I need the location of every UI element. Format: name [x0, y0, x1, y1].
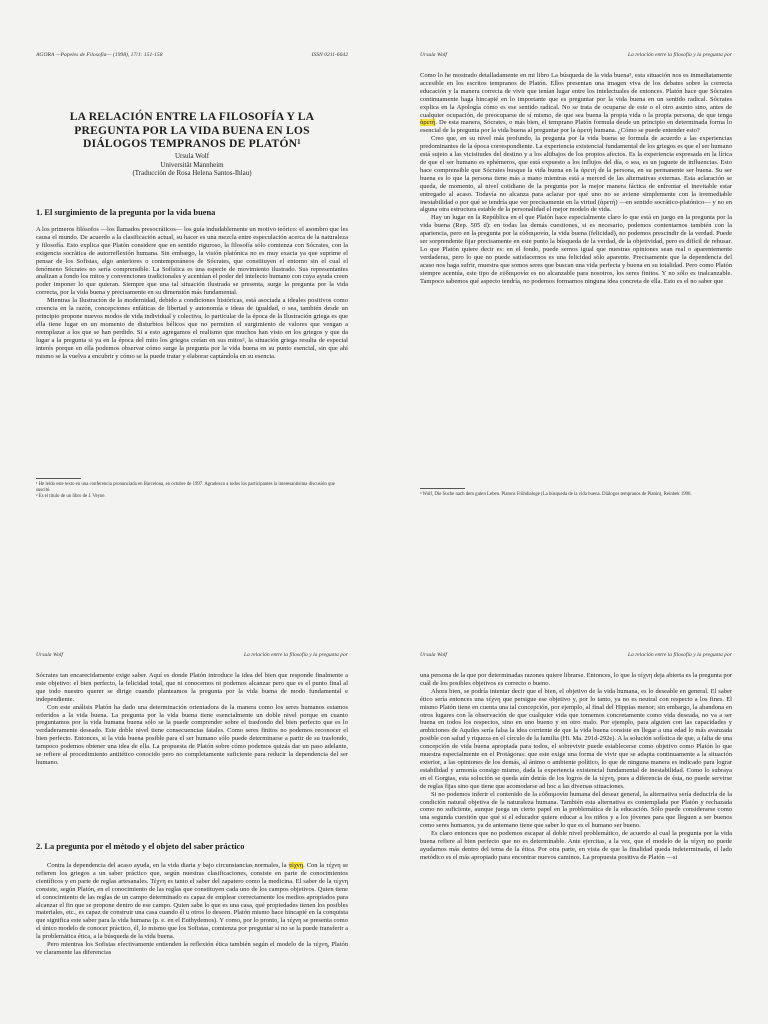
footnote: ¹ He leído este texto en una conferencia pronunciada en Barcelona, en octubre de 1997. Agradezco a todos los participantes la interesantísima discusión que suscitó. [36, 482, 335, 493]
body-text [36, 226, 348, 360]
header-right: La relación entre la filosofía y la pregunta por [627, 52, 732, 58]
running-header [420, 52, 732, 58]
paragraph: Es claro entonces que no podemos escapar al doble nivel problemático, de acuerdo al cual la pregunta por la vida buena refiere al bien perfecto que no es determinable. Ante ejercitas, a la vez, que el modelo de la τέχνη no puede ayudarnos más dentro del tema de la ética. Por otra parte, en vista de que la finalidad queda indeterminada, el lado metódico es el más apropiado para encontrar nuevos caminos. La propuesta positiva de Platón —si [420, 830, 732, 861]
paragraph-text: . De esta manera, Sócrates, o más bien, el temprano Platón formula desde un principio en determinada forma lo esencial de la pregunta por la vida buena al preguntar por la ἀρετή humana. ¿Cómo se puede entender esto? [420, 119, 732, 135]
paragraph: Con este análisis Platón ha dado una determinación orientadora de la manera como los seres humanos estamos referidos a la vida buena. La pregunta por la vida buena tiene esencialmente un doble nivel porque en cuanto preguntamos por la vida humana buena sólo se la puede comprender sobre el trasfondo del bien perfecto que es lo verdaderamente deseado. Este doble nivel tiene consecuencias fatales. Como seres finitos no podemos reconocer el bien perfecto. Entonces, si la vida buena posible para el ser humano sólo puede determinarse a partir de su trasfondo, tampoco podemos obtener una idea de ella. La propuesta de Platón sobre cómo podemos quizás dar un paso adelante, se refiere al procedimiento antitético conocido pero no completamente suficiente para reducir la dependencia del ser humano. [36, 703, 348, 766]
paragraph [420, 72, 732, 135]
paragraph-text: Contra la dependencia del acaso ayuda, en la vida diaria y bajo circunstancias normales, la [47, 862, 287, 869]
body-text [420, 72, 732, 285]
header-right: ISSN 0211-6642 [311, 52, 348, 58]
section-heading: 2. La pregunta por el método y el objeto del saber práctico [36, 842, 245, 851]
running-header [420, 652, 732, 658]
page-151 [0, 0, 384, 512]
title-line: LA RELACIÓN ENTRE LA FILOSOFÍA Y LA [69, 110, 315, 123]
footnote-rule [36, 478, 81, 479]
translator-note: (Traducción de Rosa Helena Santos-Ihlau) [132, 169, 252, 178]
title-line: DIÁLOGOS TEMPRANOS DE PLATÓN¹ [83, 137, 301, 151]
header-left: AGORA —Papeles de Filosofía— (1998), 17/1: 151-158 [36, 52, 163, 58]
page-152 [384, 0, 768, 512]
paragraph-text: . Con la τέχνη se refieren los griegos a un saber práctico que, según nuestras clasificaciones, consiste en parte de conocimientos científicos y en parte de reglas artesanales. Τέχνη es tanto el saber del zapatero como la medicina. El saber de la τέχνη consiste, según Platón, en el conocimiento de las reglas que constituyen cada uno de los campos objetivos. Quien tiene el conocimiento de las reglas de un campo determinado es capaz de emplear correctamente los medios apropiados para alcanzar el fin que se propone dentro de ese campo. Quien sabe lo que es una casa, qué propiedades tienen los posibles materiales, etc., es capaz de construir una casa cuando él u otros lo deseen. Platón mismo hace hincapié en la conquista que significa este saber para la vida humana (p. e. en el Euthydemos). Y como, por lo pronto, la τέχνη se presenta como el único modelo de conocer práctico, él, lo mismo que los Sofistas, comienza por preguntar si no se la puede transferir a la problemática ética, a la búsqueda de la vida buena. [36, 862, 348, 941]
running-header [36, 52, 348, 58]
paragraph: Pero mientras los Sofistas efectivamente entienden la reflexión ética también según el modelo de la τέχνη, Platón ve claramente las diferencias [36, 941, 348, 956]
author-name: Ursula Wolf [174, 152, 210, 160]
footnote: ² Es el título de un libro de J. Veyne. [36, 494, 106, 499]
author-block [36, 152, 348, 178]
article-title [36, 110, 348, 151]
paragraph: Sócrates tan encarecidamente exige saber. Aquí es donde Platón introduce la idea del bien que responde finalmente a este objetivo: el bien perfecto, la felicidad total, que ni conocemos ni podemos alcanzar pero que es el punto final al que todo nuestro querer se dirige cuando planteamos la pregunta por la vida buena de modo fundamental e independiente. [36, 672, 348, 703]
header-right: La relación entre la filosofía y la pregunta por [627, 652, 732, 658]
paragraph: Si no podemos inferir el contenido de la εὐδαιμονία humana del desear general, la alternativa sería deducirla de la condición natural objetiva de la naturaleza humana. También esta alternativa es contemplada por Platón y rechazada como no suficiente, aunque juega un cierto papel en la problemática de la educación. Sólo puede considerarse como una segunda cuestión que qué si el educador quiere educar a los niños y a los jóvenes para que lleguen a ser buenos como seres humanos, ya de antemano tiene que saber lo que es el humano ser bueno. [420, 790, 732, 830]
author-affiliation: Universität Mannheim [160, 160, 224, 169]
paragraph: Mientras la Ilustración de la modernidad, debido a condiciones históricas, está asociada a ideales positivos como creencia en la razón, concepciones enfáticas de libertad y autonomía e ideas de igualdad, o sea, también desde un principio propone nuevos modos de vida individual y colectiva, lo particular de la época de la Ilustración griega es que ella tiene lugar en un momento de disturbios bélicos que no permiten el surgimiento de valores que vengan a reemplazar a los que se han perdido. Si a esto agregamos el realismo que muchos han visto en los griegos y que da lugar a la pregunta si ya en la época del mito los griegos creían en sus mitos², la situación griega resulta de especial interés porque en ella podemos observar cómo surge la pregunta por la vida buena en su punto esencial, sin que ahí mismo se la vuelva a encubrir y cómo se la puede tratar y elaborar captándola en su esencia. [36, 297, 348, 360]
footnote: ³ Wolf, Die Suche nach dem guten Leben. Platons Frühdialoge (La búsqueda de la vida buena. Diálogos tempranos de Platón), Reinbek 1996. [420, 492, 692, 497]
paragraph: A los primeros filósofos —los llamados presocráticos— los guía indudablemente un motivo teórico: el asombro que les causa el mundo. De acuerdo a la clasificación actual, su hacer es una mezcla entre especulación acerca de la naturaleza y filosofía. Esto explica que Platón considere que en sentido riguroso, la filosofía sólo comienza con Sócrates, con la exigencia socrática de autorreflexión humana. Sin embargo, la visión platónica no es muy exacta ya que suprime el pensar de los Sofistas, algo anteriores o contemporáneos de Sócrates, que constituyen el entorno sin el cual el fenómeno Sócrates no sería comprensible. La Sofística es una especie de movimiento ilustrado. Sus representantes analizan a fondo los mitos y convenciones tradicionales y acentúan el poder del intelecto humano con cuya ayuda creen poder imponer lo que quieran. Siempre que una tal situación ilustrada se presenta, surge la pregunta por la vida correcta, por la vida buena y precisamente en su dimensión más fundamental. [36, 226, 348, 297]
header-left: Ursula Wolf [36, 652, 63, 658]
running-header [36, 652, 348, 658]
header-left: Ursula Wolf [420, 52, 447, 58]
paragraph: Ahora bien, se podría intentar decir que el bien, el objetivo de la vida humana, es lo deseable en general. El saber ético sería entonces una τέχνη que persigue ese objetivo y, por lo tanto, ya no es neutral con respecto a los fines. El mismo Platón tiene en cuenta una tal concepción, por ejemplo, al final del Hippias menor; sin embargo, la abandona en otros lugares con la observación de que cualquier vida que tomemos concretamente como vida deseada, no va a ser buena en todos los respectos, sino en uno bueno y en otro malo. Por ejemplo, para alguien con las capacidades y ambiciones de Aquiles sería falsa la idea corriente de que la vida buena consiste en llegar a una edad lo más avanzada posible con salud y riqueza en el círculo de la familia (Hi. Ma. 291d-292e). A la solución sofística de que, a falta de una concepción de vida buena apropiada para todos, el sobrevivir puede establecerse como objetivo como Platón lo que muestra especialmente en el Protágoras: que este exige una forma de vivir que se adapta continuamente a la situación exterior, a las opiniones de los demás, al ánimo o ambiente político, lo que de ninguna manera es indicado para lograr estabilidad y armonía consigo mismo, dada la experiencia existencial fundamental de inestabilidad. Como lo subraya en el Gorgias, esta solución se queda aún detrás de los logros de la τέχνη, pues a diferencia de ésta, no puede servirse de reglas fijas sino que tiene que acomodarse ad hoc a las diversas situaciones. [420, 687, 732, 790]
paragraph: Hay un lugar en la República en el que Platón hace especialmente claro lo que está en juego en la pregunta por la vida buena (Rep. 505 d): en todas las demás cuestiones, si es necesario, podemos contentarnos también con la apariencia, pero en la pregunta por la εὐδαιμονία, la vida buena (felicidad), no podemos prescindir de la verdad. Puede ser sorprendente fijar precisamente en este punto la búsqueda de la verdad, de la objetividad, pero es difícil de rehusar. Lo que Platón quiere decir es: en el fondo, puede sernos igual que nuestras opiniones sean real o aparentemente verdaderas, pero lo que no puede satisfacernos es una felicidad sólo aparente. Precisamente que la dependencia del acaso nos haga sufrir, muestra que somos seres que buscan una vida perfecta y buena en su totalidad. Pero como Platón siempre acentúa, este tipo de εὐδαιμονία es no alcanzable para nosotros, los seres finitos. Y no sólo es inalcanzable. Tampoco sabemos qué aspecto tendría, no podemos formarnos ninguna idea concreta de ella. Esto es el no saber que [420, 214, 732, 285]
paragraph: Creo que, en su nivel más profundo, la pregunta por la vida buena se formula de acuerdo a las experiencias predominantes de la época correspondiente. La experiencia existencial fundamental de los griegos es que el ser humano está sujeto a las vicisitudes del destino y a los altibajos de los propios afectos. Es la experiencia expresada en la lírica de que el ser humano es ephémeros, que está expuesto a los influjos del día, o sea, es un juguete de influencias. Esto hace comprensible que Sócrates busque la vida buena en la ἀρετή de la persona, en su permanente ser buena. Su ser buena es lo que la persona tiene más a mano mientras está a merced de las alternativas externas. Esta aclaración se queda, de momento, al nivel cotidiano de la pregunta por la mejor manera fáctica de enfrentar el inevitable estar entregado al acaso. Todavía no alcanza para aclarar por qué uno no se aviene simplemente con la irremediable inestabilidad o por qué se tendría que ver precisamente en la virtud (ἀρετή) —en sentido socrático-platónico— y no en alguna otra estructura estable de la personalidad el mejor modelo de vida. [420, 135, 732, 214]
page-153 [0, 512, 384, 1024]
footnotes [36, 478, 348, 500]
footnotes [420, 488, 732, 498]
header-right: La relación entre la filosofía y la pregunta por [243, 652, 348, 658]
paragraph: una persona de la que por determinadas razones quiere librarse. Entonces, lo que la τέχνη deja abierta es la pregunta por cuál de los posibles objetivos es correcto o bueno. [420, 672, 732, 687]
highlighted-term: ἀρετή [420, 119, 436, 127]
body-text [420, 672, 732, 862]
body-text [36, 672, 348, 767]
highlighted-term: τέχνη [288, 862, 304, 869]
section-heading: 1. El surgimiento de la pregunta por la vida buena [36, 208, 216, 217]
body-text [36, 862, 348, 957]
footnote-rule [420, 488, 465, 489]
title-line: PREGUNTA POR LA VIDA BUENA EN LOS [74, 123, 310, 137]
header-left: Ursula Wolf [420, 652, 447, 658]
page-154 [384, 512, 768, 1024]
paragraph [36, 862, 348, 941]
paragraph-text: Como lo he mostrado detalladamente en mi libro La búsqueda de la vida buena³, esta situación nos es inmediatamente accesible en los escritos tempranos de Platón. Ellos presentan una imagen viva de los debates sobre la correcta educación y la manera correcta de vivir que tenían lugar entre los intelectuales de entonces. Platón hace que Sócrates continuamente haga hincapié en lo importante que es preguntar por la vida buena en un sentido radical. Sócrates explica en la Apología cómo es ese sentido radical. No se trata de ocuparse de este o el otro asunto sino, antes de cualquier ocupación, de preocuparse de sí mismo, de que sea buena la propia vida o la propia persona, de que tenga [420, 72, 732, 119]
